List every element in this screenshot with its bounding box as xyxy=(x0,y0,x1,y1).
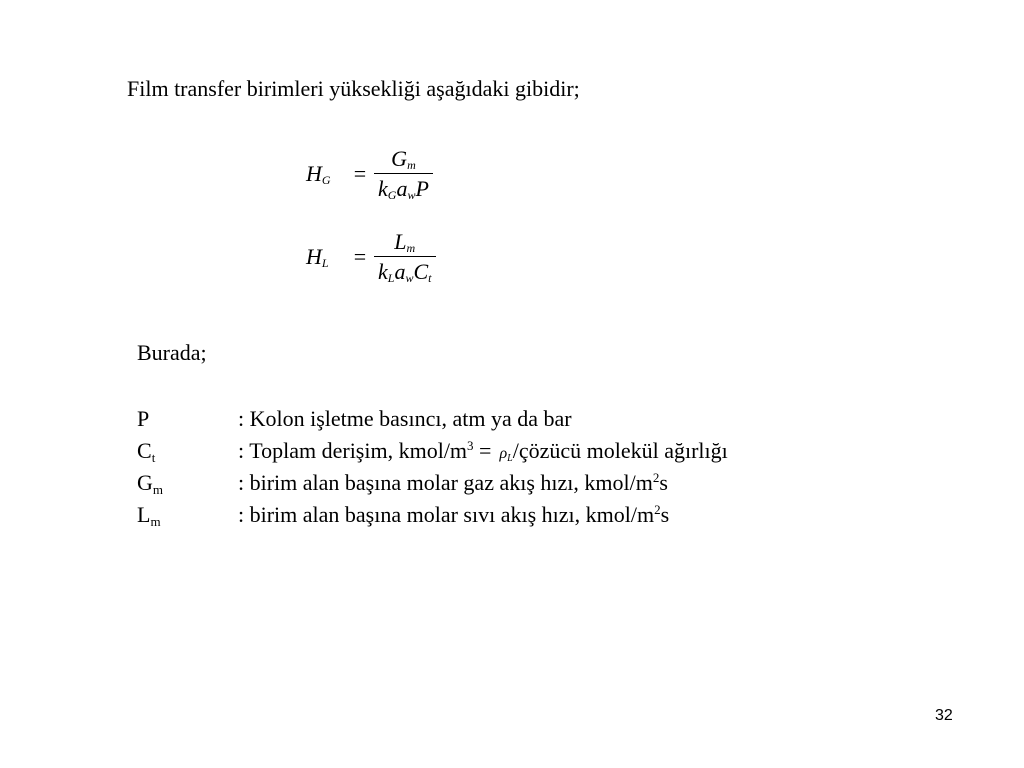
equals-sign: = xyxy=(353,244,367,269)
formula-hl-denominator: $k_La_wC_t$ xyxy=(378,259,432,285)
definition-row-gm xyxy=(137,467,728,499)
formula-hg-denominator: $k_Ga_wP$ xyxy=(378,176,429,202)
formula-hl-fraction xyxy=(374,229,436,285)
formula-hl xyxy=(306,229,436,285)
burada-heading: Burada; xyxy=(137,340,207,365)
definition-symbol: $G_m$ xyxy=(137,470,164,497)
intro-text: Film transfer birimleri yüksekliği aşağıdaki gibidir; xyxy=(127,76,580,101)
definition-list xyxy=(137,403,728,531)
definition-row-lm xyxy=(137,499,728,531)
equals-sign: = xyxy=(353,161,367,186)
definition-text: : Kolon işletme basıncı, atm ya da bar xyxy=(238,406,572,431)
formula-hg-numerator: $G_m$ xyxy=(391,146,416,172)
formula-hg-lhs: $H_G$ xyxy=(306,161,331,187)
definition-symbol: $C_t$ xyxy=(137,438,156,465)
definition-text: : Toplam derişim, kmol/$m^3$ = $\rho_L$/çözücü molekül ağırlığı xyxy=(238,438,728,464)
definition-symbol: $L_m$ xyxy=(137,502,161,529)
definition-symbol: P xyxy=(137,406,150,431)
page-number: 32 xyxy=(935,707,953,724)
formula-hl-lhs: $H_L$ xyxy=(306,244,329,270)
formula-hg xyxy=(306,146,433,202)
definition-text: : birim alan başına molar gaz akış hızı, kmol/$m^2s$ xyxy=(238,470,668,495)
definition-text: : birim alan başına molar sıvı akış hızı, kmol/$m^2s$ xyxy=(238,502,670,527)
definition-row-p xyxy=(137,403,728,435)
formula-hg-fraction xyxy=(374,146,433,202)
rho-symbol: $\rho_L$ xyxy=(499,445,513,464)
formula-hl-numerator: $L_m$ xyxy=(394,229,416,255)
definition-row-ct xyxy=(137,435,728,467)
